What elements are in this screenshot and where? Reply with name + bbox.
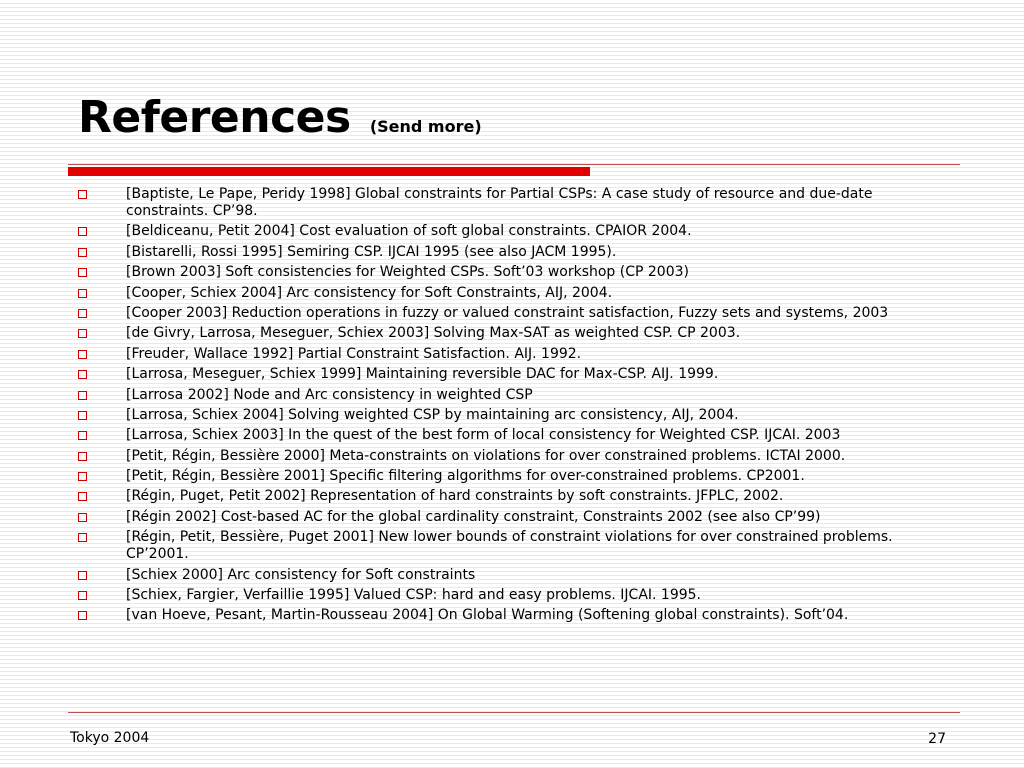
slide-title [78,92,482,143]
reference-item [76,244,956,261]
reference-item [76,488,956,505]
reference-item [76,509,956,526]
reference-item [76,285,956,302]
reference-item [76,567,956,584]
hollow-square-bullet-icon [78,391,87,400]
reference-item [76,607,956,624]
hollow-square-bullet-icon [78,513,87,522]
reference-text: [van Hoeve, Pesant, Martin-Rousseau 2004] On Global Warming (Softening global constraints). Soft’04. [126,607,849,624]
hollow-square-bullet-icon [78,248,87,257]
reference-list [76,186,956,628]
hollow-square-bullet-icon [78,533,87,542]
reference-item [76,264,956,281]
hollow-square-bullet-icon [78,452,87,461]
reference-text: [Larrosa, Schiex 2003] In the quest of the best form of local consistency for Weighted CSP. IJCAI. 2003 [126,427,841,444]
reference-text: [Larrosa, Schiex 2004] Solving weighted CSP by maintaining arc consistency, AIJ, 2004. [126,406,739,423]
reference-item [76,448,956,465]
hollow-square-bullet-icon [78,472,87,481]
reference-item [76,186,956,220]
reference-item [76,427,956,444]
reference-item [76,366,956,383]
hollow-square-bullet-icon [78,431,87,440]
slide-number: 27 [928,731,946,747]
hollow-square-bullet-icon [78,227,87,236]
reference-item [76,325,956,342]
reference-item [76,346,956,363]
reference-item [76,468,956,485]
reference-item [76,387,956,404]
hollow-square-bullet-icon [78,289,87,298]
reference-text: [Schiex, Fargier, Verfaillie 1995] Valued CSP: hard and easy problems. IJCAI. 1995. [126,587,701,604]
reference-text: [Régin, Puget, Petit 2002] Representation of hard constraints by soft constraints. JFPLC, 2002. [126,488,784,505]
hollow-square-bullet-icon [78,268,87,277]
reference-text: [Baptiste, Le Pape, Peridy 1998] Global constraints for Partial CSPs: A case study of resource and due-date constraints. CP’98. [126,186,873,219]
reference-text: [de Givry, Larrosa, Meseguer, Schiex 2003] Solving Max-SAT as weighted CSP. CP 2003. [126,325,741,342]
reference-text: [Schiex 2000] Arc consistency for Soft constraints [126,566,476,583]
reference-text: [Freuder, Wallace 1992] Partial Constraint Satisfaction. AIJ. 1992. [126,345,582,362]
reference-text: [Larrosa 2002] Node and Arc consistency in weighted CSP [126,386,533,403]
reference-text: [Cooper 2003] Reduction operations in fuzzy or valued constraint satisfaction, Fuzzy sets and systems, 2003 [126,304,889,321]
reference-text: [Petit, Régin, Bessière 2000] Meta-constraints on violations for over constrained problems. ICTAI 2000. [126,447,846,464]
reference-text: [Petit, Régin, Bessière 2001] Specific filtering algorithms for over-constrained problems. CP2001. [126,468,805,485]
footer-divider [68,712,960,713]
title-main: References [78,92,351,143]
title-divider-accent [68,167,590,176]
hollow-square-bullet-icon [78,591,87,600]
hollow-square-bullet-icon [78,350,87,359]
reference-item [76,587,956,604]
reference-text: [Régin 2002] Cost-based AC for the global cardinality constraint, Constraints 2002 (see also CP’99) [126,508,821,525]
reference-text: [Régin, Petit, Bessière, Puget 2001] New lower bounds of constraint violations for over constrained problems. CP’2001. [126,529,893,563]
reference-text: [Bistarelli, Rossi 1995] Semiring CSP. IJCAI 1995 (see also JACM 1995). [126,243,617,260]
reference-text: [Beldiceanu, Petit 2004] Cost evaluation of soft global constraints. CPAIOR 2004. [126,223,692,240]
hollow-square-bullet-icon [78,309,87,318]
reference-text: [Brown 2003] Soft consistencies for Weighted CSPs. Soft’03 workshop (CP 2003) [126,264,689,281]
title-divider-thin [68,164,960,165]
title-subtitle: (Send more) [369,117,482,136]
hollow-square-bullet-icon [78,190,87,199]
hollow-square-bullet-icon [78,329,87,338]
footer-event-label: Tokyo 2004 [70,730,150,746]
reference-item [76,529,956,563]
hollow-square-bullet-icon [78,411,87,420]
reference-item [76,407,956,424]
hollow-square-bullet-icon [78,370,87,379]
reference-text: [Cooper, Schiex 2004] Arc consistency for Soft Constraints, AIJ, 2004. [126,284,613,301]
reference-item [76,305,956,322]
reference-text: [Larrosa, Meseguer, Schiex 1999] Maintaining reversible DAC for Max-CSP. AIJ. 1999. [126,366,719,383]
hollow-square-bullet-icon [78,492,87,501]
hollow-square-bullet-icon [78,611,87,620]
hollow-square-bullet-icon [78,571,87,580]
reference-item [76,223,956,240]
